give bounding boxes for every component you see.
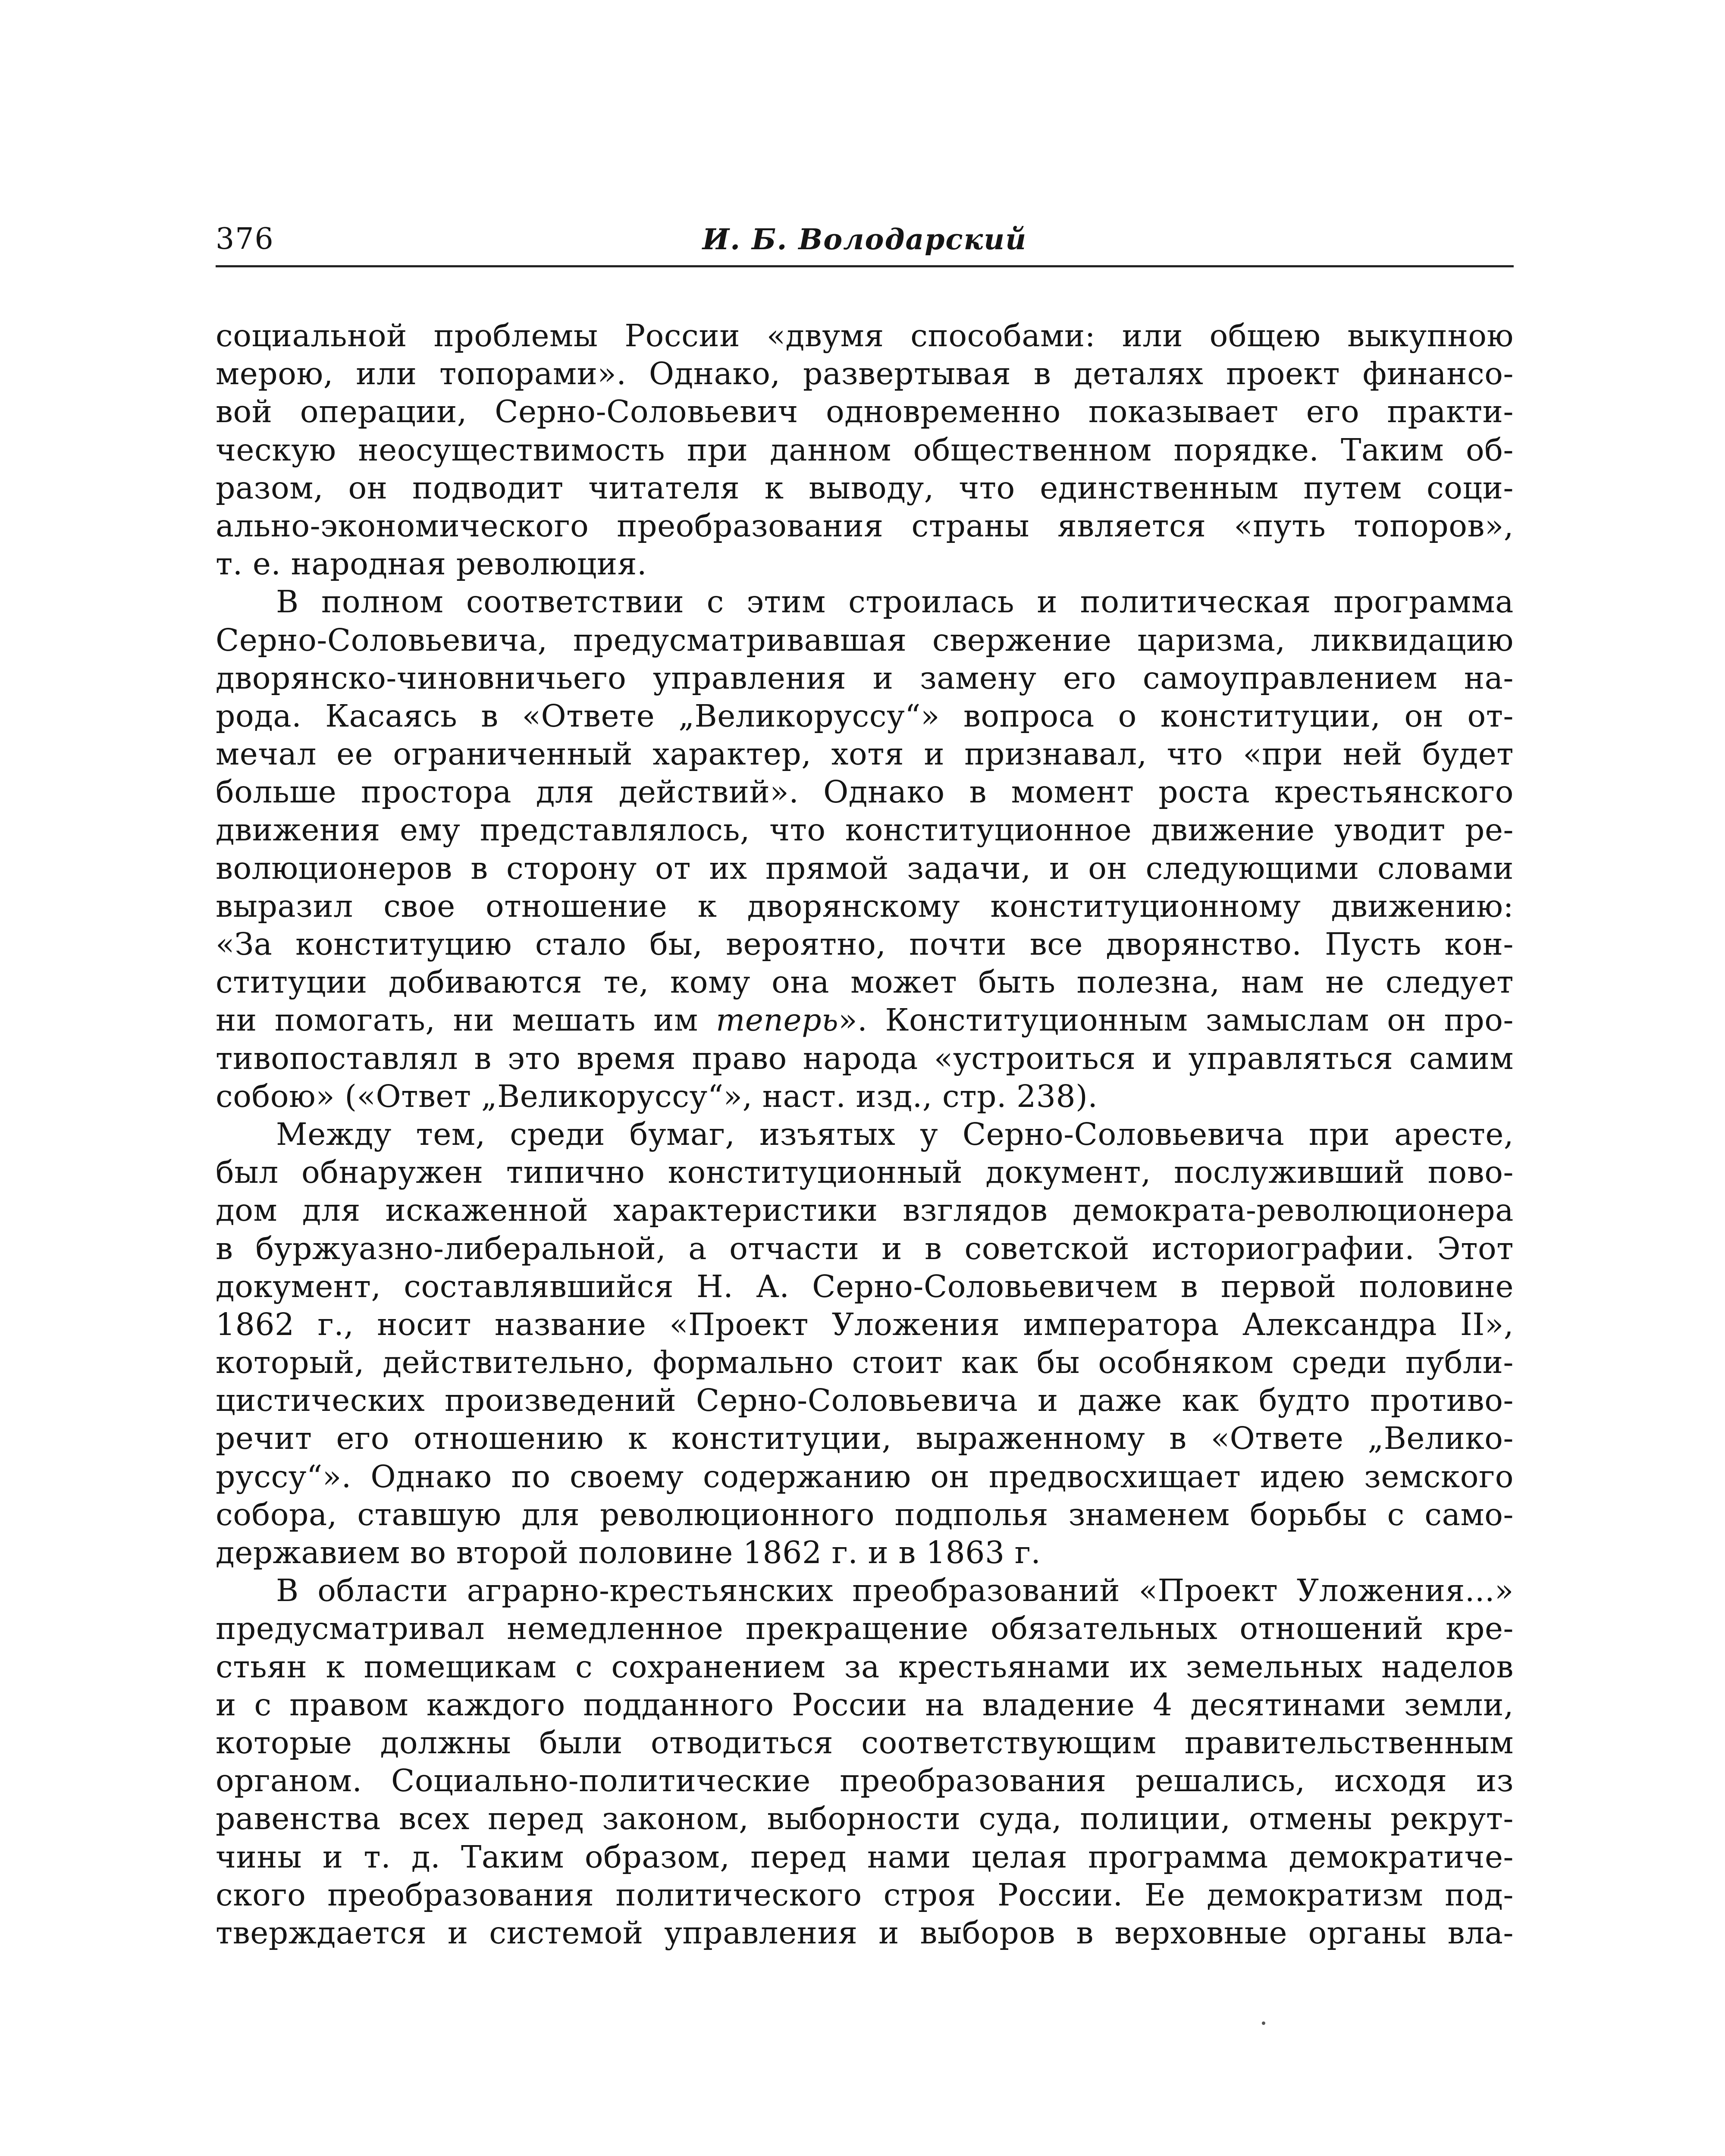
text-line: органом. Социально-политические преобразования решались, исходя из (216, 1763, 1514, 1799)
text-line: тивопоставлял в это время право народа «устроиться и управляться самим (216, 1040, 1514, 1076)
text-line: ально-экономического преобразования страны является «путь топоров», (216, 508, 1514, 544)
text-line: выразил свое отношение к дворянскому конституционному движению: (216, 888, 1514, 924)
text-line: и с правом каждого подданного России на владение 4 десятинами земли, (216, 1686, 1514, 1723)
text-line: ституции добиваются те, кому она может быть полезна, нам не следует (216, 964, 1514, 1000)
text-line: Серно-Соловьевича, предусматривавшая свержение царизма, ликвидацию (216, 622, 1514, 658)
text-line: стьян к помещикам с сохранением за крестьянами их земельных наделов (216, 1648, 1514, 1685)
text-line: руссу“». Однако по своему содержанию он предвосхищает идею земского (216, 1458, 1514, 1495)
print-speck (1262, 2021, 1265, 2025)
text-line: 1862 г., носит название «Проект Уложения императора Александра II», (216, 1306, 1514, 1342)
text-line: державием во второй половине 1862 г. и в 1863 г. (216, 1535, 1041, 1570)
text-line: цистических произведений Серно-Соловьевича и даже как будто противо- (216, 1382, 1514, 1419)
paragraph-4 (216, 1572, 1514, 1952)
text-line: дворянско-чиновничьего управления и замену его самоуправлением на- (216, 660, 1514, 696)
text-line: был обнаружен типично конституционный документ, послуживший пово- (216, 1154, 1514, 1191)
paragraph-1 (216, 317, 1514, 583)
text-line: тверждается и системой управления и выборов в верховные органы вла- (216, 1915, 1514, 1951)
text-line: речит его отношению к конституции, выраженному в «Ответе „Велико- (216, 1420, 1514, 1457)
text-line: В полном соответствии с этим строилась и политическая программа (276, 584, 1514, 620)
text-line: вой операции, Серно-Соловьевич одновременно показывает его практи- (216, 394, 1514, 430)
text-line: В области аграрно-крестьянских преобразований «Проект Уложения...» (276, 1573, 1514, 1609)
text-line: документ, составлявшийся Н. А. Серно-Соловьевичем в первой половине (216, 1268, 1514, 1304)
text-line: т. е. народная революция. (216, 546, 647, 582)
text-line: волюционеров в сторону от их прямой задачи, и он следующими словами (216, 850, 1514, 886)
text-line: ского преобразования политического строя России. Ее демократизм под- (216, 1877, 1514, 1913)
text-line: разом, он подводит читателя к выводу, что единственным путем соци- (216, 470, 1514, 506)
running-title: И. Б. Володарский (702, 222, 1027, 256)
paragraph-3 (216, 1116, 1514, 1572)
paragraph-2 (216, 583, 1514, 1116)
text-line-with-emphasis (216, 1001, 1514, 1039)
text-segment: ни помогать, ни мешать им (216, 1002, 698, 1038)
text-line: собою» («Ответ „Великоруссу“», наст. изд., стр. 238). (216, 1078, 1098, 1114)
text-line: которые должны были отводиться соответствующим правительственным (216, 1724, 1514, 1761)
text-line: мечал ее ограниченный характер, хотя и признавал, что «при ней будет (216, 736, 1514, 772)
text-line: в буржуазно-либеральной, а отчасти и в советской историографии. Этот (216, 1230, 1514, 1266)
page-header (216, 220, 1514, 267)
body-text (216, 317, 1514, 1952)
text-line: который, действительно, формально стоит как бы особняком среди публи- (216, 1344, 1514, 1381)
emphasized-word: теперь (716, 1002, 839, 1038)
text-line: собора, ставшую для революционного подполья знаменем борьбы с само- (216, 1496, 1514, 1532)
text-line: социальной проблемы России «двумя способами: или общею выкупною (216, 318, 1514, 354)
text-line: больше простора для действий». Однако в момент роста крестьянского (216, 774, 1514, 810)
text-line: движения ему представлялось, что конституционное движение уводит ре- (216, 812, 1514, 848)
page-number: 376 (216, 222, 274, 256)
text-line: чины и т. д. Таким образом, перед нами целая программа демократиче- (216, 1839, 1514, 1875)
text-line: Между тем, среди бумаг, изъятых у Серно-Соловьевича при аресте, (276, 1116, 1514, 1152)
text-line: мерою, или топорами». Однако, развертывая в деталях проект финансо- (216, 356, 1514, 392)
text-line: дом для искаженной характеристики взглядов демократа-революционера (216, 1192, 1514, 1228)
text-line: предусматривал немедленное прекращение обязательных отношений кре- (216, 1611, 1514, 1647)
text-line: равенства всех перед законом, выборности суда, полиции, отмены рекрут- (216, 1801, 1514, 1837)
text-line: ческую неосуществимость при данном общественном порядке. Таким об- (216, 432, 1514, 468)
text-segment: ». Конституционным замыслам он про- (838, 1002, 1514, 1038)
text-line: «За конституцию стало бы, вероятно, почти все дворянство. Пусть кон- (216, 926, 1514, 962)
text-line: рода. Касаясь в «Ответе „Великоруссу“» вопроса о конституции, он от- (216, 698, 1514, 734)
